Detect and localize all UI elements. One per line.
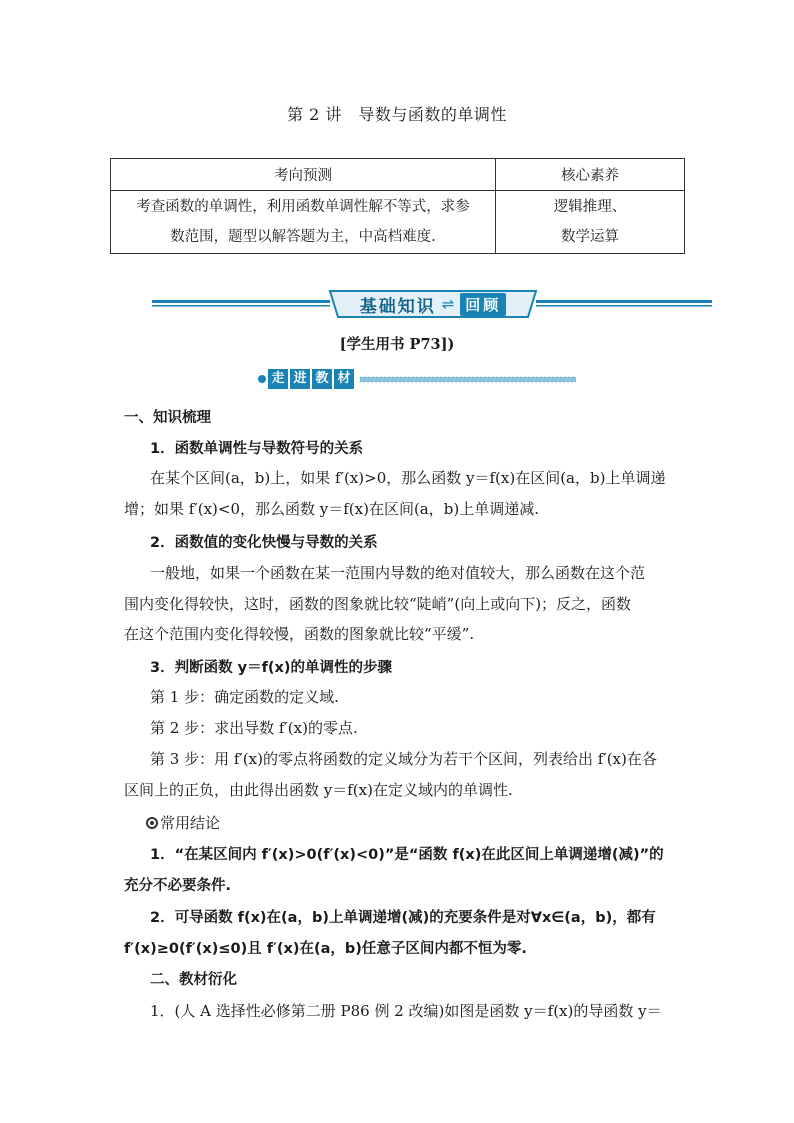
table-header-forecast: 考向预测: [111, 159, 496, 191]
table-cell-line: 数学运算: [561, 229, 619, 245]
table-cell-line: 考查函数的单调性，利用函数单调性解不等式，求参: [136, 199, 470, 215]
item2-heading: 2．函数值的变化快慢与导数的关系: [150, 535, 378, 551]
step-2: 第 2 步：求出导数 f′(x)的零点.: [150, 719, 358, 737]
bullet-icon: [146, 817, 158, 829]
conclusion-1-cont: 充分不必要条件.: [124, 878, 232, 894]
item2-line: 在这个范围内变化得较慢，函数的图象就比较“平缓”.: [124, 625, 475, 643]
table-cell-line: 逻辑推理、: [553, 199, 627, 215]
sub-banner-label: [268, 369, 354, 389]
section-heading-knowledge: 一、知识梳理: [124, 410, 211, 426]
banner-text-right: 回顾: [460, 293, 506, 316]
exercise-1: 1．(人 A 选择性必修第二册 P86 例 2 改编)如图是函数 y＝f(x)的导函数 y＝: [150, 1002, 662, 1020]
common-conclusions-heading: [146, 812, 220, 833]
sub-banner-char: 教: [312, 369, 332, 389]
sub-banner-char: 走: [268, 369, 288, 389]
sub-banner: [256, 369, 576, 389]
item1-line: 增；如果 f′(x)<0，那么函数 y＝f(x)在区间(a，b)上单调递减.: [124, 500, 539, 518]
conclusion-2-cont: f′(x)≥0(f′(x)≤0)且 f′(x)在(a，b)任意子区间内都不恒为零.: [124, 941, 527, 957]
section-banner: [152, 289, 712, 319]
step-1: 第 1 步：确定函数的定义域.: [150, 688, 339, 706]
table-cell-literacy: [496, 191, 685, 254]
intro-table: [110, 158, 685, 254]
book-reference: [学生用书 P73]): [339, 336, 455, 353]
conclusion-1: 1．“在某区间内 f′(x)>0(f′(x)<0)”是“函数 f(x)在此区间上单调递增(减)”的: [150, 847, 664, 863]
page-title: 第 2 讲 导数与函数的单调性: [287, 105, 507, 124]
swap-arrow-icon: ⇌: [441, 295, 455, 313]
step-3-cont: 区间上的正负，由此得出函数 y＝f(x)在定义域内的单调性.: [124, 781, 513, 799]
table-cell-line: 数范围，题型以解答题为主，中高档难度.: [170, 229, 436, 245]
table-header-row: [111, 159, 685, 191]
conclusion-2: 2．可导函数 f(x)在(a，b)上单调递增(减)的充要条件是对∀x∈(a，b)，都有: [150, 910, 656, 926]
table-row: [111, 191, 685, 254]
item1-line: 在某个区间(a，b)上，如果 f′(x)>0，那么函数 y＝f(x)在区间(a，b)上单调递: [150, 469, 666, 487]
sub-banner-char: 进: [290, 369, 310, 389]
banner-text-left: 基础知识: [359, 296, 436, 317]
step-3: 第 3 步：用 f′(x)的零点将函数的定义域分为若干个区间，列表给出 f′(x)在各: [150, 750, 657, 768]
table-header-literacy: 核心素养: [496, 159, 685, 191]
sub-banner-char: 材: [334, 369, 354, 389]
section-heading-textbook: 二、教材衍化: [150, 972, 237, 988]
item3-heading: 3．判断函数 y＝f(x)的单调性的步骤: [150, 660, 393, 676]
item1-heading: 1．函数单调性与导数符号的关系: [150, 441, 364, 457]
table-cell-forecast: [111, 191, 496, 254]
banner-label: [330, 291, 536, 317]
item2-line: 围内变化得较快，这时，函数的图象就比较“陡峭”(向上或向下)；反之，函数: [124, 595, 632, 613]
common-heading-text: 常用结论: [160, 814, 221, 832]
item2-line: 一般地，如果一个函数在某一范围内导数的绝对值较大，那么函数在这个范: [150, 564, 646, 582]
